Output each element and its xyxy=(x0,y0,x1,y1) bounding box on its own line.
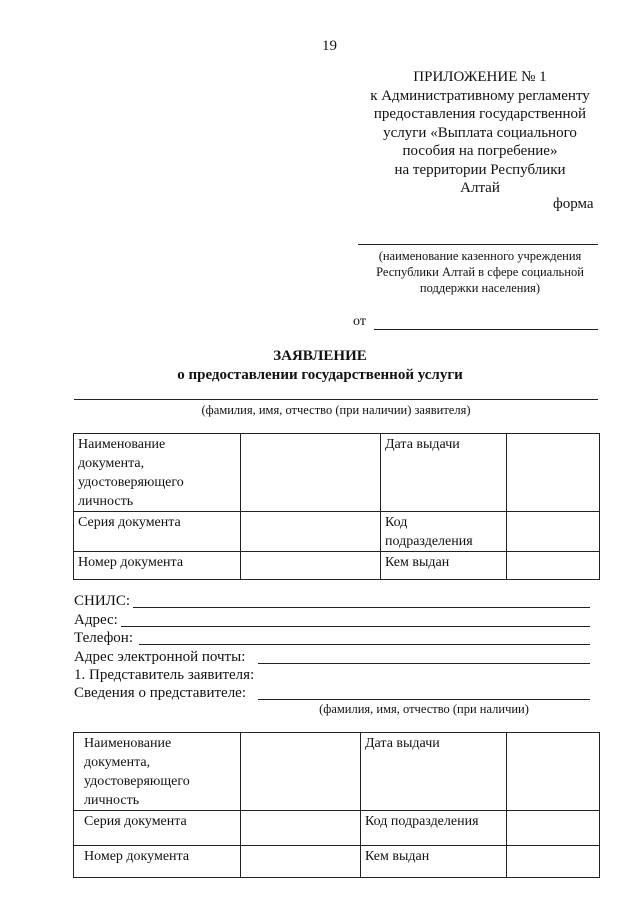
table-cell-label xyxy=(381,434,507,512)
table-cell-label xyxy=(361,733,507,811)
rep-doc-name-value-cell[interactable] xyxy=(241,733,361,811)
address-label: Адрес: xyxy=(74,612,118,628)
table-cell-label xyxy=(74,733,241,811)
table-cell-label xyxy=(361,811,507,846)
email-label: Адрес электронной почты: xyxy=(74,649,246,665)
rep-identity-document-table xyxy=(73,732,600,878)
table-cell-label xyxy=(74,434,241,512)
email-field-line[interactable] xyxy=(258,663,590,664)
snils-label: СНИЛС: xyxy=(74,593,131,609)
representative-label: 1. Представитель заявителя: xyxy=(74,667,255,683)
phone-field-line[interactable] xyxy=(139,644,590,645)
table-cell-label xyxy=(74,512,241,552)
cell-text: документа, xyxy=(78,456,145,471)
table-cell-label xyxy=(74,811,241,846)
table-row xyxy=(74,512,600,552)
rep-division-code-value-cell[interactable] xyxy=(507,811,600,846)
appendix-line: услуги «Выплата социального xyxy=(383,124,577,141)
appendix-line: на территории Республики xyxy=(394,161,566,178)
table-row xyxy=(74,552,600,580)
applicant-field-line[interactable] xyxy=(74,399,598,400)
snils-field-line[interactable] xyxy=(133,607,590,608)
recipient-caption-line: Республики Алтай в сфере социальной xyxy=(376,265,584,279)
from-field-line[interactable] xyxy=(374,329,598,330)
table-row xyxy=(74,846,600,878)
table-cell-label xyxy=(361,846,507,878)
cell-text: Кем выдан xyxy=(385,555,450,570)
cell-text: Наименование xyxy=(78,437,166,452)
recipient-caption-line: (наименование казенного учреждения xyxy=(378,249,582,263)
table-cell-label xyxy=(381,512,507,552)
phone-label: Телефон: xyxy=(74,630,133,646)
cell-text: удостоверяющего xyxy=(84,774,190,789)
rep-doc-series-value-cell[interactable] xyxy=(241,811,361,846)
appendix-title: ПРИЛОЖЕНИЕ № 1 xyxy=(413,69,547,85)
appendix-line: пособия на погребение» xyxy=(402,143,558,159)
rep-info-field-line[interactable] xyxy=(258,699,590,700)
table-row xyxy=(74,434,600,512)
page-number: 19 xyxy=(322,38,337,54)
from-label: от xyxy=(353,314,366,329)
doc-series-value-cell[interactable] xyxy=(241,512,381,552)
rep-doc-number-value-cell[interactable] xyxy=(241,846,361,878)
recipient-caption-line: поддержки населения) xyxy=(419,281,541,295)
cell-text: удостоверяющего xyxy=(78,475,184,490)
rep-info-label: Сведения о представителе: xyxy=(74,685,247,701)
table-row xyxy=(74,733,600,811)
recipient-caption xyxy=(350,248,610,296)
cell-text: Серия документа xyxy=(78,515,181,530)
cell-text: Дата выдачи xyxy=(385,437,460,452)
cell-text: личность xyxy=(84,793,140,808)
table-row xyxy=(74,811,600,846)
identity-document-table xyxy=(73,433,600,580)
cell-text: Номер документа xyxy=(78,555,184,570)
rep-caption: (фамилия, имя, отчество (при наличии) xyxy=(319,702,529,716)
document-subtitle: о предоставлении государственной услуги xyxy=(177,367,463,383)
division-code-value-cell[interactable] xyxy=(507,512,600,552)
form-label: форма xyxy=(553,196,594,212)
document-title: ЗАЯВЛЕНИЕ xyxy=(273,348,367,364)
doc-name-value-cell[interactable] xyxy=(241,434,381,512)
doc-number-value-cell[interactable] xyxy=(241,552,381,580)
issue-date-value-cell[interactable] xyxy=(507,434,600,512)
cell-text: Кем выдан xyxy=(365,849,430,864)
table-cell-label xyxy=(74,846,241,878)
table-cell-label xyxy=(381,552,507,580)
cell-text: Код подразделения xyxy=(365,814,479,829)
cell-text: Наименование xyxy=(84,736,172,751)
cell-text: Дата выдачи xyxy=(365,736,440,751)
cell-text: Серия документа xyxy=(84,814,187,829)
cell-text: подразделения xyxy=(385,534,473,549)
applicant-caption: (фамилия, имя, отчество (при наличии) заявителя) xyxy=(201,403,471,417)
cell-text: личность xyxy=(78,494,134,509)
table-cell-label xyxy=(74,552,241,580)
cell-text: Код xyxy=(385,515,408,530)
appendix-block xyxy=(360,68,600,198)
cell-text: документа, xyxy=(84,755,151,770)
issued-by-value-cell[interactable] xyxy=(507,552,600,580)
cell-text: Номер документа xyxy=(84,849,190,864)
address-field-line[interactable] xyxy=(121,626,590,627)
rep-issued-by-value-cell[interactable] xyxy=(507,846,600,878)
rep-issue-date-value-cell[interactable] xyxy=(507,733,600,811)
appendix-line: предоставления государственной xyxy=(373,106,587,122)
appendix-line: к Административному регламенту xyxy=(370,87,590,104)
appendix-line: Алтай xyxy=(460,180,500,196)
recipient-field-line[interactable] xyxy=(358,244,598,245)
